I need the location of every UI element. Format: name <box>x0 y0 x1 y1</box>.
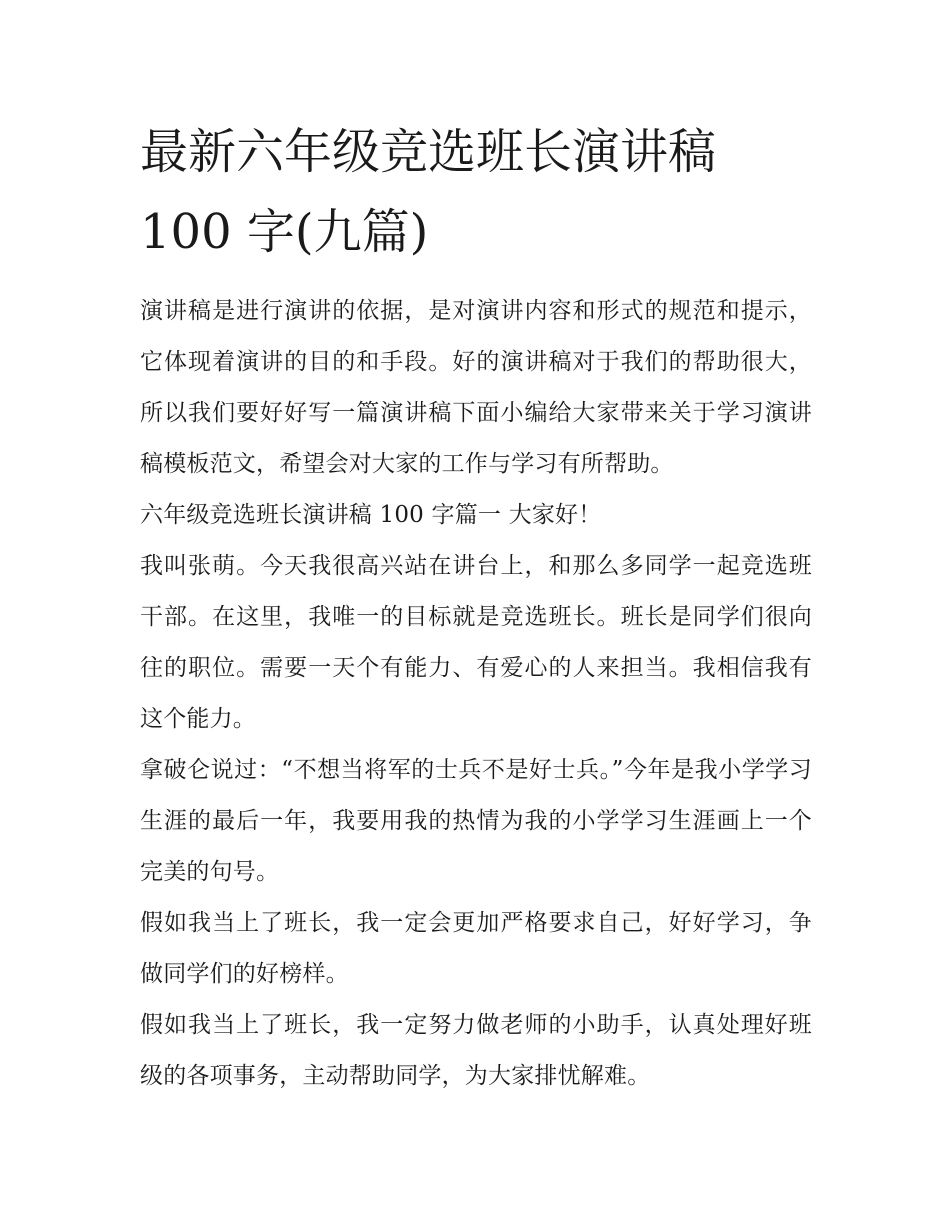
title-line-2: 100 字(九篇) <box>140 204 429 260</box>
section-heading-paragraph: 六年级竞选班长演讲稿 100 字篇一 大家好！ <box>140 502 602 528</box>
body-paragraph: 假如我当上了班长，我一定会更加严格要求自己，好好学习，争做同学们的好榜样。 <box>140 910 812 987</box>
body-paragraph: 我叫张萌。今天我很高兴站在讲台上，和那么多同学一起竞选班干部。在这里，我唯一的目标就是竞选班长。班长是同学们很向往的职位。需要一天个有能力、有爱心的人来担当。我相信我有这个能力。 <box>140 553 812 732</box>
title-line-1: 最新六年级竞选班长演讲稿 <box>140 124 717 180</box>
document-title <box>140 112 812 272</box>
intro-paragraph: 演讲稿是进行演讲的依据，是对演讲内容和形式的规范和提示，它体现着演讲的目的和手段。好的演讲稿对于我们的帮助很大，所以我们要好好写一篇演讲稿下面小编给大家带来关于学习演讲稿模板范文，希望会对大家的工作与学习有所帮助。 <box>140 298 812 477</box>
body-paragraph: 拿破仑说过：“不想当将军的士兵不是好士兵。”今年是我小学学习生涯的最后一年，我要用我的热情为我的小学学习生涯画上一个完美的句号。 <box>140 757 812 885</box>
body-paragraph: 假如我当上了班长，我一定努力做老师的小助手，认真处理好班级的各项事务，主动帮助同学，为大家排忧解难。 <box>140 1012 812 1089</box>
document-body <box>140 112 812 1102</box>
